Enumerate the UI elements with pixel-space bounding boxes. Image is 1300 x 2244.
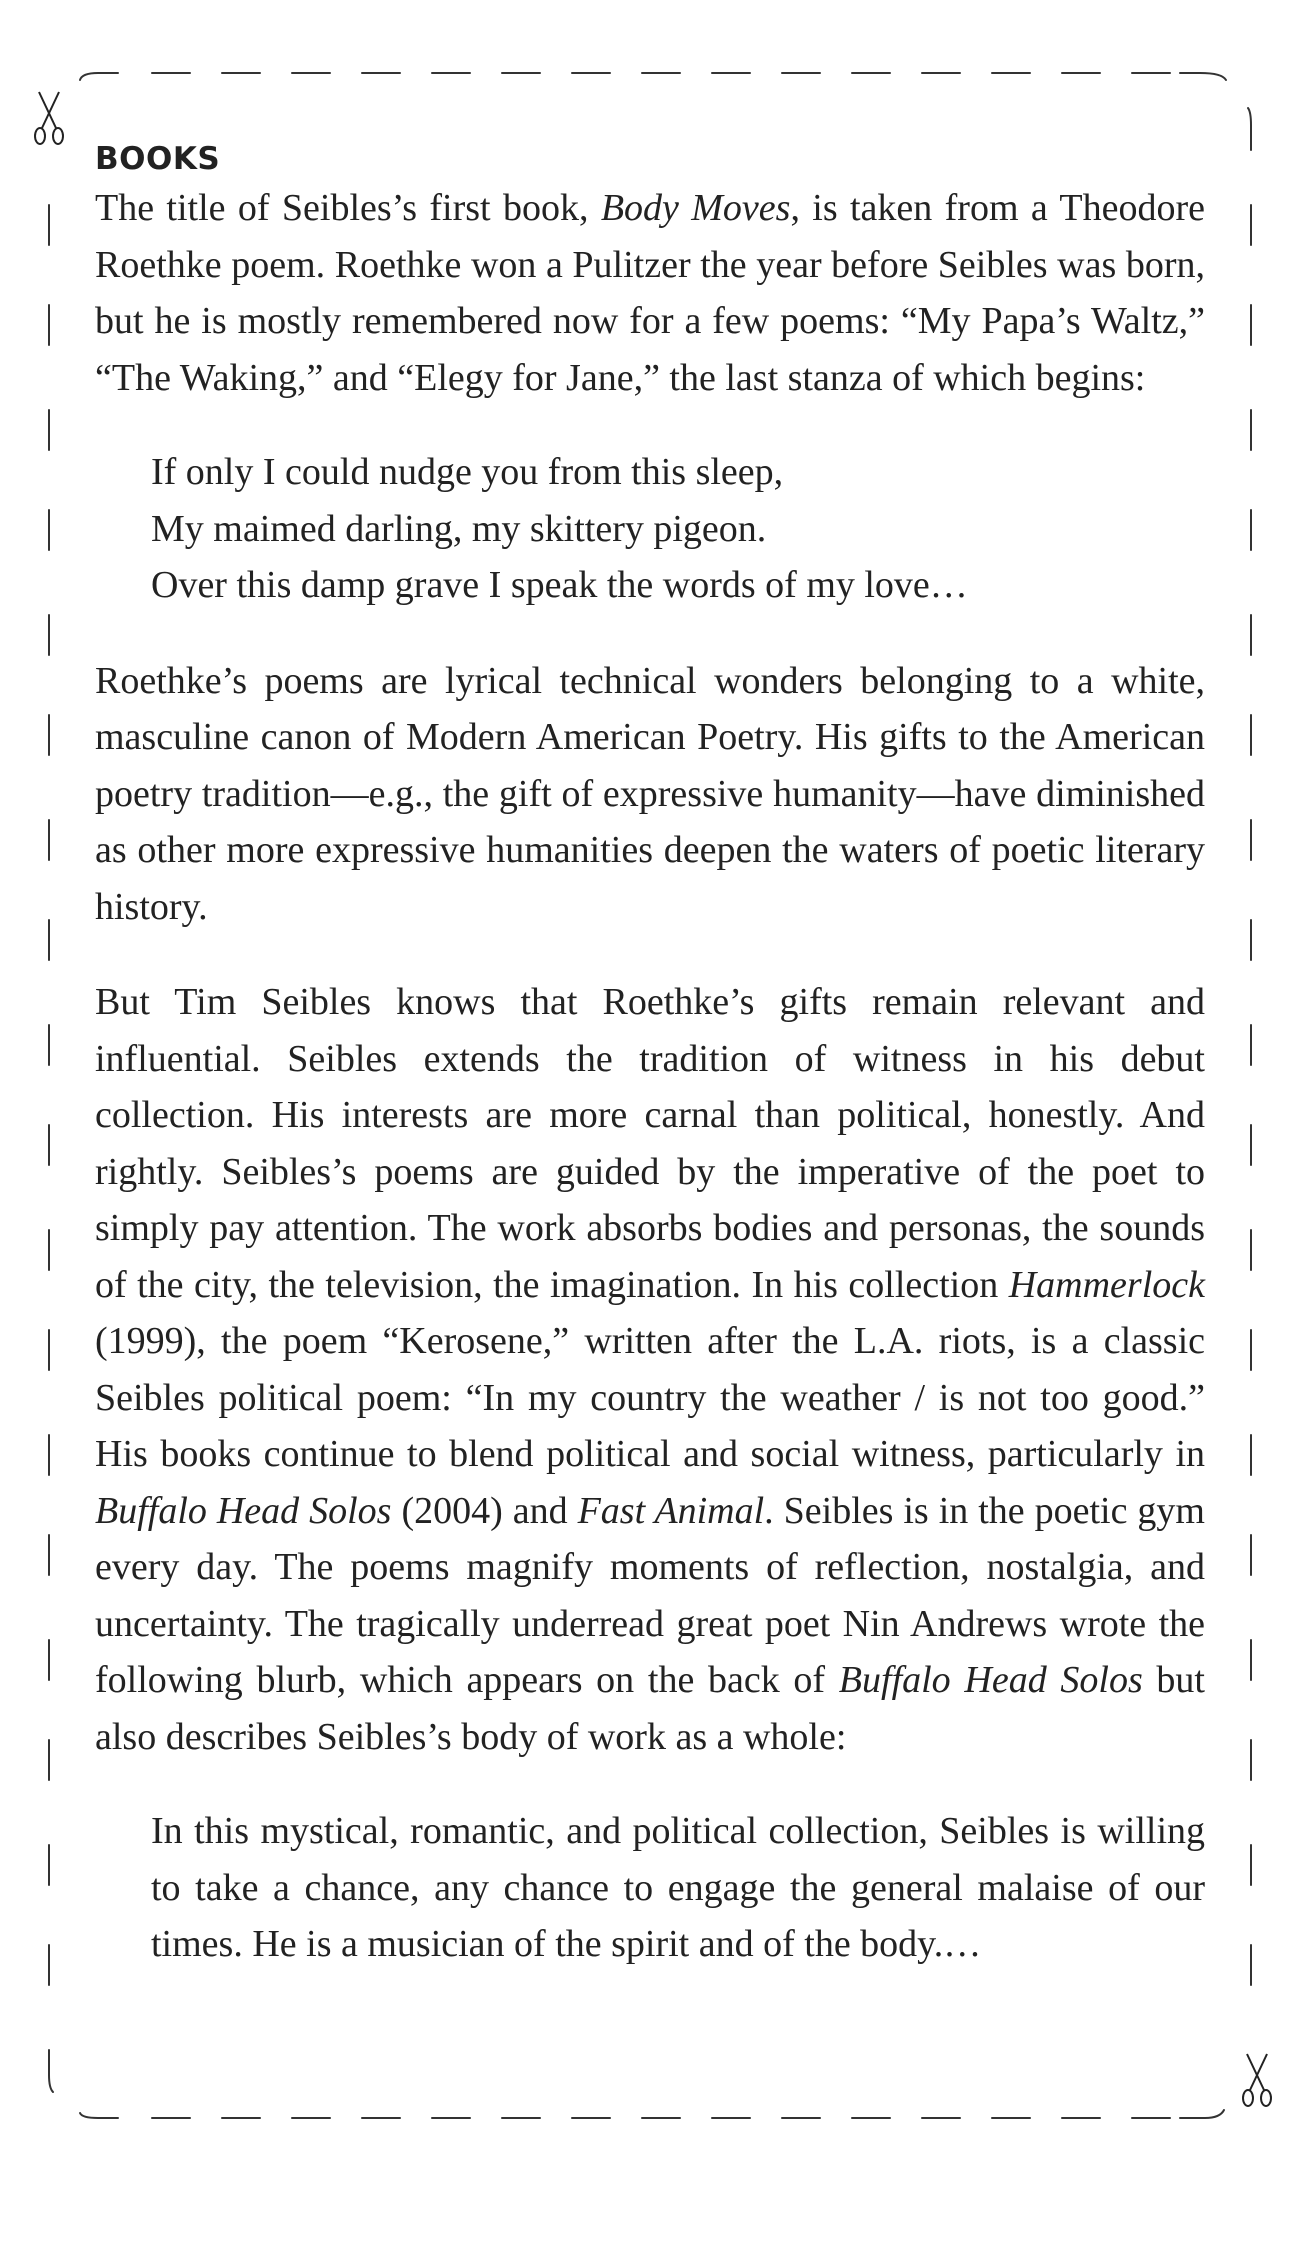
paragraph-roethke: Roethke’s poems are lyrical technical wonders belonging to a white, masculine canon of Modern American Poetry. His gifts to the American poetry tradition—e.g., the gift of expressive humanity—have diminished as other more expressive humanities deepen the waters of poetic literary history.: [95, 659, 1205, 928]
text-run: The title of Seibles’s first book,: [95, 187, 601, 229]
scissors-icon: [1240, 2050, 1274, 2110]
text-run: But Tim Seibles knows that Roethke’s gifts remain relevant and influential. Seibles extends the tradition of witness in his debut collection. His interests are more carnal than political, honestly. And rightly. Seibles’s poems are guided by the imperative of the poet to simply pay attention. The work absorbs bodies and personas, the sounds of the city, the television, the imagination. In his collection: [95, 981, 1205, 1306]
section-heading: BOOKS: [95, 141, 221, 177]
book-title: Body Moves: [600, 187, 791, 229]
blurb-excerpt: In this mystical, romantic, and political collection, Seibles is willing to take a chance, any chance to engage the general malaise of our times. He is a musician of the spirit and of the body.…: [151, 1810, 1205, 1965]
text-run: (1999), the poem “Kerosene,” written after the L.A. riots, is a classic Seibles political poem: “In my country the weather / is not too good.” His books continue to blend political and social witness, particularly in: [95, 1320, 1205, 1475]
text-run: (2004) and: [391, 1489, 578, 1532]
article-body: [95, 138, 1205, 1973]
poem-line: If only I could nudge you from this sleep,: [151, 451, 784, 493]
paragraph-intro: [95, 180, 1205, 406]
scissors-icon: [32, 88, 66, 148]
text-run: , is taken from a Theodore Roethke poem. Roethke won a Pulitzer the year before Seibles was born, but he is mostly remembered now for a few poems: “My Papa’s Waltz,” “The Waking,” and “Elegy for Jane,” the last stanza of which begins:: [95, 187, 1206, 399]
text-run: . Seibles is in the poetic gym every day. The poems magnify moments of reflection, nostalgia, and uncertainty. The tragically underread great poet Nin Andrews wrote the following blurb, which appears on the back of: [95, 1489, 1205, 1701]
poem-line: My maimed darling, my skittery pigeon.: [151, 507, 767, 550]
book-title: Buffalo Head Solos: [838, 1659, 1143, 1701]
poem-excerpt: [151, 444, 1205, 614]
book-title: Fast Animal: [577, 1489, 765, 1532]
poem-line: Over this damp grave I speak the words of my love…: [151, 564, 968, 606]
text-run: but also describes Seibles’s body of work as a whole:: [95, 1659, 1205, 1758]
book-title: Hammerlock: [1008, 1263, 1205, 1306]
paragraph-seibles: [95, 974, 1205, 1765]
book-title: Buffalo Head Solos: [95, 1489, 392, 1532]
